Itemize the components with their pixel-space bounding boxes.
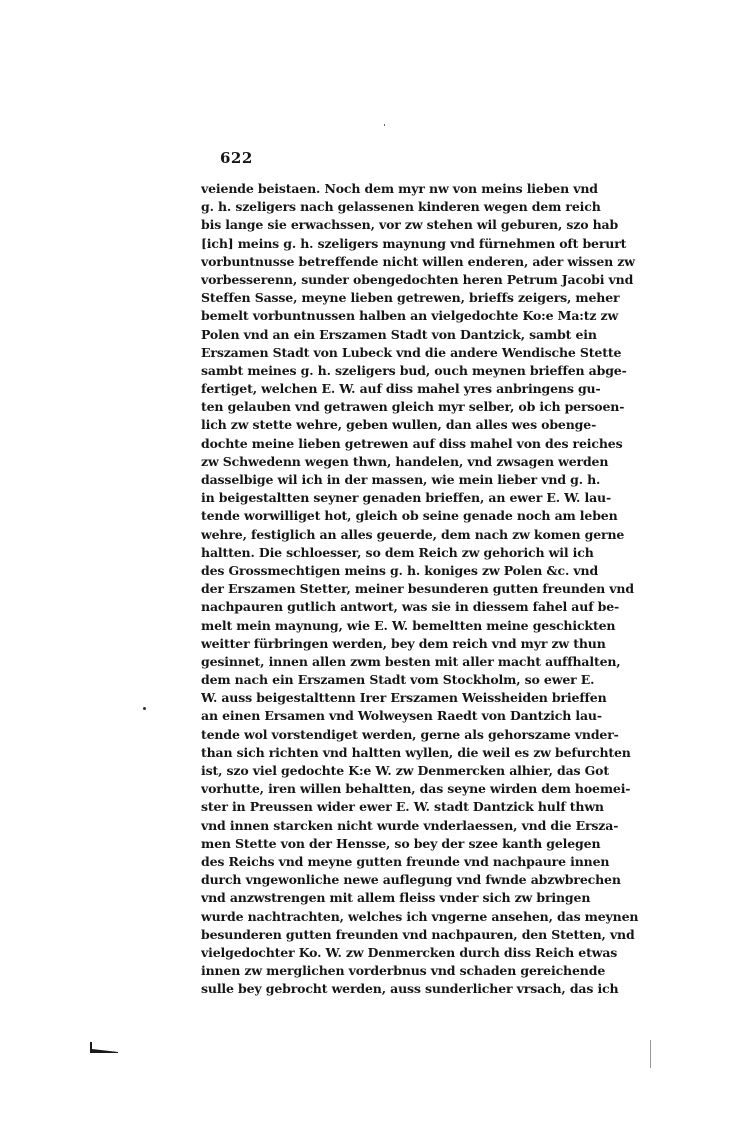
text-line: Steffen Sasse, meyne lieben getrewen, brieffs zeigers, meher xyxy=(201,290,620,306)
text-line: dem nach ein Erszamen Stadt vom Stockholm, so ewer E. xyxy=(201,672,595,688)
page-number: 622 xyxy=(220,149,253,167)
text-line: des Reichs vnd meyne gutten freunde vnd nachpaure innen xyxy=(201,853,610,869)
text-line: W. auss beigestalttenn Irer Erszamen Weissheiden brieffen xyxy=(201,690,607,706)
text-line: nachpauren gutlich antwort, was sie in diessem fahel auf be- xyxy=(201,599,620,615)
text-line: weitter fürbringen werden, bey dem reich vnd myr zw thun xyxy=(201,635,606,651)
text-line: wehre, festiglich an alles geuerde, dem nach zw komen gerne xyxy=(201,526,625,542)
text-line: an einen Ersamen vnd Wolweysen Raedt von Dantzich lau- xyxy=(201,708,602,724)
text-line: dochte meine lieben getrewen auf diss mahel von des reiches xyxy=(201,435,623,451)
right-edge-rule xyxy=(650,1040,651,1068)
text-line: zw Schwedenn wegen thwn, handelen, vnd zwsagen werden xyxy=(201,453,609,469)
text-line: vnd anzwstrengen mit allem fleiss vnder sich zw bringen xyxy=(201,890,591,906)
top-tick-mark xyxy=(384,124,385,126)
text-line: Erszamen Stadt von Lubeck vnd die andere Wendische Stette xyxy=(201,344,622,360)
text-line: besunderen gutten freunden vnd nachpauren, den Stetten, vnd xyxy=(201,926,635,942)
text-line: des Grossmechtigen meins g. h. koniges zw Polen &c. vnd xyxy=(201,562,599,578)
text-line: haltten. Die schloesser, so dem Reich zw gehorich wil ich xyxy=(201,544,594,560)
text-line: der Erszamen Stetter, meiner besunderen gutten freunden vnd xyxy=(201,581,634,597)
text-line: tende wol vorstendiget werden, gerne als gehorszame vnder- xyxy=(201,726,619,742)
text-line: durch vngewonliche newe auflegung vnd fwnde abzwbrechen xyxy=(201,872,621,888)
text-line: ist, szo viel gedochte K:e W. zw Denmercken alhier, das Got xyxy=(201,763,609,778)
text-line: fertiget, welchen E. W. auf diss mahel yres anbringens gu- xyxy=(201,381,601,397)
margin-dot xyxy=(143,707,146,710)
text-line: dasselbige wil ich in der massen, wie mein lieber vnd g. h. xyxy=(201,472,601,487)
text-line: veiende beistaen. Noch dem myr nw von meins lieben vnd xyxy=(201,181,598,196)
text-line: wurde nachtrachten, welches ich vngerne ansehen, das meynen xyxy=(201,908,639,924)
text-line: sulle bey gebrocht werden, auss sunderlicher vrsach, das ich xyxy=(201,981,619,997)
text-line: bis lange sie erwachssen, vor zw stehen wil geburen, szo hab xyxy=(201,217,619,233)
body-text xyxy=(201,180,651,998)
text-line: melt mein maynung, wie E. W. bemeltten meine geschickten xyxy=(201,617,616,633)
text-line: gesinnet, innen allen zwm besten mit aller macht auffhalten, xyxy=(201,653,621,669)
text-line: lich zw stette wehre, geben wullen, dan alles wes obenge- xyxy=(201,417,597,433)
corner-mark xyxy=(90,1040,118,1054)
text-line: vorbesserenn, sunder obengedochten heren Petrum Jacobi vnd xyxy=(201,271,634,287)
text-line: g. h. szeligers nach gelassenen kinderen wegen dem reich xyxy=(201,199,601,215)
text-line: sambt meines g. h. szeligers bud, ouch meynen brieffen abge- xyxy=(201,362,627,378)
text-line: vorhutte, iren willen behaltten, das seyne wirden dem hoemei- xyxy=(201,781,631,797)
text-line: vielgedochter Ko. W. zw Denmercken durch diss Reich etwas xyxy=(201,944,618,960)
text-line: ster in Preussen wider ewer E. W. stadt Dantzick hulf thwn xyxy=(201,799,604,815)
text-line: ten gelauben vnd getrawen gleich myr selber, ob ich persoen- xyxy=(201,399,625,415)
text-line: [ich] meins g. h. szeligers maynung vnd fürnehmen oft berurt xyxy=(201,235,627,251)
text-line: than sich richten vnd haltten wyllen, die weil es zw befurchten xyxy=(201,744,631,760)
text-line: tende worwilliget hot, gleich ob seine genade noch am leben xyxy=(201,508,618,524)
text-line: vnd innen starcken nicht wurde vnderlaessen, vnd die Ersza- xyxy=(201,817,619,833)
text-line: innen zw merglichen vorderbnus vnd schaden gereichende xyxy=(201,963,606,979)
text-line: vorbuntnusse betreffende nicht willen enderen, ader wissen zw xyxy=(201,253,635,269)
text-line: bemelt vorbuntnussen halben an vielgedochte Ko:e Ma:tz zw xyxy=(201,308,619,324)
text-line: men Stette von der Hensse, so bey der szee kanth gelegen xyxy=(201,835,601,851)
text-line: Polen vnd an ein Erszamen Stadt von Dantzick, sambt ein xyxy=(201,326,597,342)
text-line: in beigestaltten seyner genaden brieffen, an ewer E. W. lau- xyxy=(201,490,611,506)
